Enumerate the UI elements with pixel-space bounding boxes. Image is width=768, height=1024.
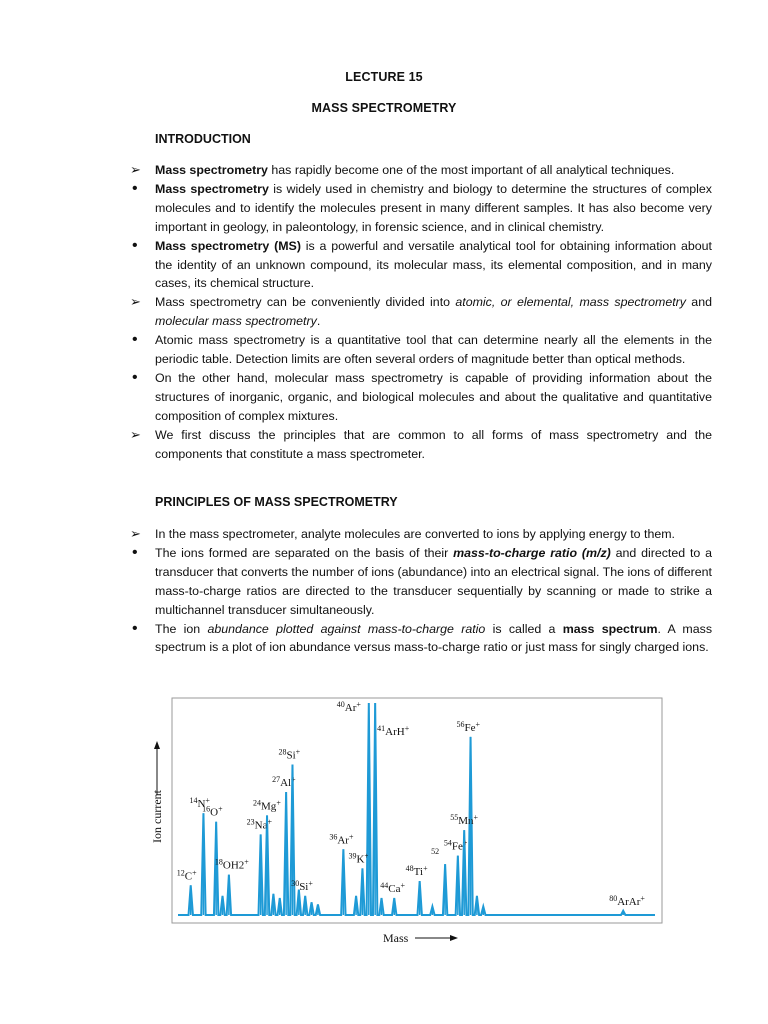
item-lead: Mass spectrometry (MS)	[155, 238, 301, 253]
y-axis-label-group	[150, 741, 164, 843]
peak-label: $^{54}$Fe+	[443, 838, 468, 853]
item-text: Mass spectrometry can be conveniently divided into	[155, 295, 456, 310]
peak-label: $^{41}$ArH+	[377, 724, 410, 738]
arrow-bullet-icon: ➢	[130, 294, 141, 310]
mass-spectrum-chart	[150, 695, 665, 950]
dot-bullet-icon: •	[132, 331, 138, 349]
peak-label: $^{16}$O+	[202, 804, 223, 819]
peak-label: $^{55}$Mn+	[450, 813, 478, 828]
dot-bullet-icon: •	[132, 543, 138, 561]
item-emphasis: molecular mass spectrometry	[155, 314, 317, 329]
list-item	[130, 369, 712, 426]
item-text: .	[316, 314, 321, 329]
peak-label: $^{23}$Na+	[246, 817, 273, 832]
item-text: In the mass spectrometer, analyte molecules are converted to ions by applying energy to them.	[155, 527, 675, 541]
peak-label: $^{56}$Fe+	[456, 719, 481, 734]
item-text: The ions formed are separated on the basis of their	[155, 545, 454, 560]
list-item	[130, 620, 712, 658]
list-item	[130, 544, 712, 620]
item-text: The ion	[155, 621, 208, 636]
list-item	[130, 525, 712, 544]
item-text: On the other hand, molecular mass spectrometry is capable of providing information about the structures of inorganic, organic, and biological molecules and about the qualitative and quantitative composition of complex mixtures.	[155, 370, 712, 423]
peak-label: $^{24}$Mg+	[253, 798, 281, 813]
item-text: is a powerful and versatile analytical tool for obtaining information about the identity of an unknown compound, its molecular mass, its elemental composition, and in many cases, its chemical structure.	[155, 238, 712, 291]
peak-label: $^{12}$C+	[176, 868, 197, 883]
item-text: We first discuss the principles that are common to all forms of mass spectrometry and the components that constitute a mass spectrometer.	[155, 427, 712, 461]
dot-bullet-icon: •	[132, 368, 138, 386]
peak-label: $^{36}$Ar+	[329, 832, 354, 847]
peak-label: $^{30}$Si+	[291, 878, 313, 893]
peak-label: $^{48}$Ti+	[405, 864, 428, 879]
principles-list	[130, 525, 712, 657]
dot-bullet-icon: •	[132, 236, 138, 254]
peak-label: 52	[431, 847, 440, 857]
list-item	[130, 161, 712, 180]
peak-label: $^{44}$Ca+	[380, 881, 405, 896]
item-emphasis: abundance plotted against mass-to-charge ratio	[207, 621, 486, 636]
peak-label: $^{14}$N+	[189, 796, 210, 811]
plot-frame	[172, 698, 662, 923]
mass-spectrum-figure	[150, 695, 665, 950]
peak-label: $^{18}$OH2+	[214, 857, 249, 872]
x-axis-label-group	[383, 931, 458, 945]
x-axis-label: Mass	[383, 931, 409, 945]
lecture-number: LECTURE 15	[345, 70, 423, 84]
item-text: and	[685, 295, 712, 310]
list-item	[130, 180, 712, 237]
y-axis-arrow-icon	[154, 741, 160, 749]
dot-bullet-icon: •	[132, 619, 138, 637]
item-strong: mass spectrum	[562, 621, 658, 636]
list-item	[130, 426, 712, 464]
item-lead: Mass spectrometry	[155, 181, 269, 196]
peak-label: $^{39}$K+	[348, 851, 369, 866]
item-text: Atomic mass spectrometry is a quantitative tool that can determine nearly all the elements in the periodic table. Detection limits are often several orders of magnitude better than optical methods.	[155, 333, 712, 367]
item-text: is called a	[485, 621, 563, 636]
arrow-bullet-icon: ➢	[130, 426, 141, 442]
peak-label: $^{40}$Ar+	[336, 700, 361, 714]
peak-label: $^{28}$Si+	[278, 747, 301, 762]
item-text: . A mass spectrum is a plot of ion abundance versus mass-to-charge ratio or just mass for singly charged ions.	[155, 621, 713, 655]
peak-label: $^{80}$ArAr+	[609, 893, 645, 908]
arrow-bullet-icon: ➢	[130, 162, 141, 177]
list-item	[130, 293, 712, 331]
intro-heading: INTRODUCTION	[155, 132, 251, 146]
item-text: is widely used in chemistry and biology to determine the structures of complex molecules and to identify the molecules present in many different samples. It has also become very important in geology, in paleontology, in forensic science, and in clinical chemistry.	[155, 181, 712, 234]
intro-list	[130, 161, 712, 464]
item-emphasis: atomic, or elemental, mass spectrometry	[455, 295, 686, 310]
list-item	[130, 237, 712, 294]
list-item	[130, 331, 712, 369]
principles-heading: PRINCIPLES OF MASS SPECTROMETRY	[155, 495, 398, 509]
y-axis-label: Ion current	[150, 790, 164, 843]
peak-label: $^{27}$Al+	[272, 775, 296, 790]
item-emphasis: mass-to-charge ratio (m/z)	[453, 545, 611, 560]
item-lead: Mass spectrometry	[155, 163, 268, 177]
x-axis-arrow-icon	[450, 935, 458, 941]
item-text: and directed to a transducer that converts the number of ions (abundance) into an electrical signal. The ions of different mass-to-charge ratios are directed to the transducer sequentially by scanning or made to strike a multichannel transducer simultaneously.	[155, 545, 712, 617]
dot-bullet-icon: •	[132, 179, 138, 197]
arrow-bullet-icon: ➢	[130, 526, 141, 541]
item-text: has rapidly become one of the most important of all analytical techniques.	[267, 163, 675, 177]
page-title: MASS SPECTROMETRY	[311, 101, 457, 115]
